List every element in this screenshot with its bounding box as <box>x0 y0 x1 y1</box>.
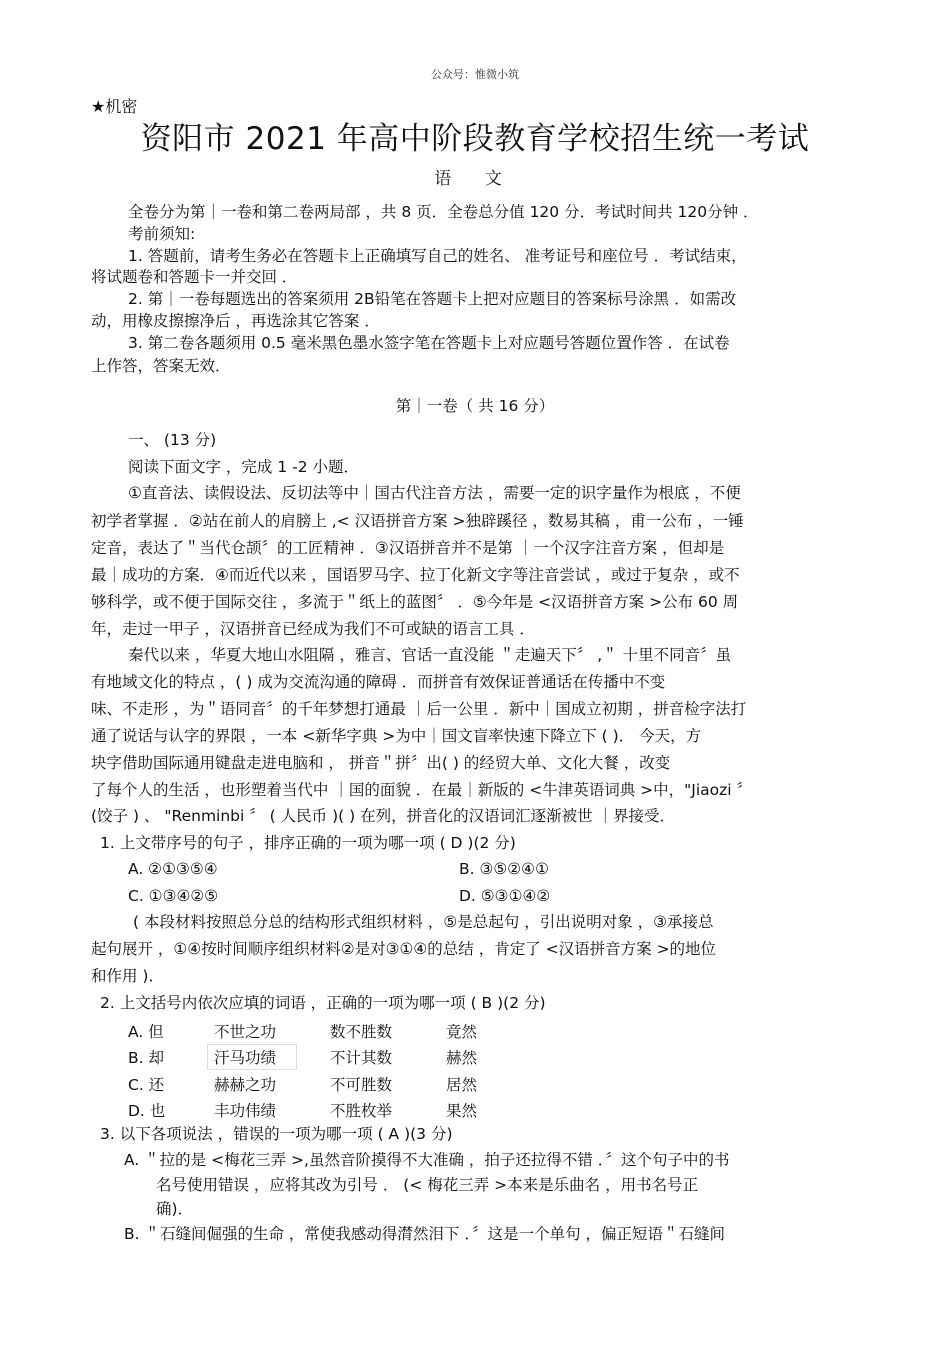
section-heading: 一、 (13 分) <box>128 431 217 449</box>
passage-line: 块字借助国际通用键盘走进电脑和 ， 拼音＂拼〞出( ) 的经贸大单、文化大餐 ，改变 <box>91 754 671 772</box>
passage-line: ①直音法、读假设法、反切法等中｜国古代注音方法 ，需要一定的识字量作为根底 ，不便 <box>128 484 741 502</box>
option-a-text: 确)． <box>156 1200 194 1218</box>
passage-line: 通了说话与认字的界限 ，一本 <新华字典 >为中｜国文盲率快速下降立下 ( )． 今天，方 <box>91 727 702 745</box>
option-b-word2: 不计其数 <box>330 1049 393 1067</box>
intro-line: 考前须知: <box>128 225 196 243</box>
option-a-word1: 不世之功 <box>214 1023 277 1041</box>
question-stem: 3. 以下各项说法 ，错误的一项为哪一项 ( A )(3 分) <box>100 1125 453 1143</box>
passage-line: 秦代以来 ，华夏大地山水阻隔 ，雅言、官话一直没能 ＂走遍天下〞 ,＂ 十里不同音〞虽 <box>128 646 732 664</box>
option-a-text: A. ＂拉的是 <梅花三弄 >,虽然音阶摸得不大准确 ，拍子还拉得不错 ．〞这个句子中的书 <box>124 1151 730 1169</box>
option-a: A. ②①③⑤④ <box>128 860 218 878</box>
passage-line: 定音，表达了＂当代仓颉〞的工匠精神 ．③汉语拼音并不是第 ｜一个汉字注音方案 ，但却是 <box>91 539 725 557</box>
intro-line: 上作答，答案无效． <box>91 357 231 375</box>
intro-line: 动，用橡皮擦擦净后 ，再选涂其它答案 ． <box>91 312 380 330</box>
option-c-word1: 赫赫之功 <box>214 1076 277 1094</box>
option-d: D. ⑤③①④② <box>459 887 551 905</box>
option-a-word2: 数不胜数 <box>330 1023 393 1041</box>
intro-line: 1. 答题前，请考生务必在答题卡上正确填写自己的姓名、 准考证号和座位号 ．考试结束， <box>128 247 747 265</box>
option-c-label: C. 还 <box>128 1076 165 1094</box>
option-a-text: 名号使用错误 ，应将其改为引号 ． (< 梅花三弄 >本来是乐曲名 ，用书名号正 <box>156 1176 699 1194</box>
option-c: C. ①③④②⑤ <box>128 887 219 905</box>
explanation-line: ( 本段材料按照总分总的结构形式组织材料 ，⑤是总起句 ，引出说明对象 ，③承接总 <box>133 913 714 931</box>
intro-line: 将试题卷和答题卡一并交回 ． <box>91 268 298 286</box>
explanation-line: 和作用 )． <box>91 967 164 985</box>
subject-label: 语 文 <box>434 169 516 189</box>
option-d-label: D. 也 <box>128 1102 166 1120</box>
option-d-word2: 不胜枚举 <box>330 1102 393 1120</box>
intro-line: 2. 第｜一卷每题选出的答案须用 2B铅笔在答题卡上把对应题目的答案标号涂黑 ．如需改 <box>128 290 737 308</box>
option-b-text: B. ＂石缝间倔强的生命 ，常使我感动得潸然泪下 ．〞这是一个单句 ，偏正短语＂石缝间 <box>124 1225 726 1243</box>
option-b-word3: 赫然 <box>446 1049 478 1067</box>
intro-line: 全卷分为第｜一卷和第二卷两局部 ，共 8 页．全卷总分值 120 分．考试时间共 120分钟 ． <box>128 203 759 221</box>
explanation-line: 起句展开 ，①④按时间顺序组织材料②是对③①④的总结 ，肯定了 <汉语拼音方案 >的地位 <box>91 940 717 958</box>
passage-line: 了每个人的生活 ，也形塑着当代中 ｜国的面貌 ．在最｜新版的 <牛津英语词典 >中，"Jiaozi 〞 <box>91 781 752 799</box>
reading-instruction: 阅读下面文字 ，完成 1 -2 小题． <box>128 458 360 476</box>
passage-line: 味、不走形 ，为＂语同音〞的千年梦想打通最 ｜后一公里 ．新中｜国成立初期 ，拼音检字法打 <box>91 700 747 718</box>
option-b: B. ③⑤②④① <box>459 860 549 878</box>
question-stem: 1. 上文带序号的句子 ，排序正确的一项为哪一项 ( D )(2 分) <box>100 834 516 852</box>
intro-line: 3. 第二卷各题须用 0.5 毫米黑色墨水签字笔在答题卡上对应题号答题位置作答 ．在试卷 <box>128 334 730 352</box>
option-a-label: A. 但 <box>128 1023 164 1041</box>
watermark: 公众号：惟微小筑 <box>431 68 519 81</box>
passage-line: 初学者掌握 ．②站在前人的肩膀上 ,< 汉语拼音方案 >独辟蹊径 ，数易其稿 ，甫一公布 ，一锤 <box>91 512 744 530</box>
question-stem: 2. 上文括号内依次应填的词语 ，正确的一项为哪一项 ( B )(2 分) <box>100 994 546 1012</box>
confidential-mark: ★机密 <box>91 97 138 116</box>
passage-line: 够科学，或不便于国际交往 ，多流于＂纸上的蓝图〞 ．⑤今年是 <汉语拼音方案 >公布 60 周 <box>91 593 739 611</box>
passage-line: (饺子 ) 、 "Renminbi 〞 ( 人民币 )( ) 在列，拼音化的汉语词汇逐渐被世 ｜界接受． <box>91 807 675 825</box>
passage-line: 最｜成功的方案．④而近代以来 ，国语罗马字、拉丁化新文字等注音尝试 ，或过于复杂 ，或不 <box>91 566 740 584</box>
option-d-word1: 丰功伟绩 <box>214 1102 277 1120</box>
part-title: 第｜一卷（ 共 16 分） <box>395 397 555 415</box>
option-c-word3: 居然 <box>446 1076 478 1094</box>
exam-title: 资阳市 2021 年高中阶段教育学校招生统一考试 <box>140 121 810 157</box>
option-d-word3: 果然 <box>446 1102 478 1120</box>
passage-line: 年，走过一甲子 ，汉语拼音已经成为我们不可或缺的语言工具 ． <box>91 620 535 638</box>
option-b-word1: 汗马功绩 <box>207 1044 297 1070</box>
passage-line: 有地域文化的特点 ，( ) 成为交流沟通的障碍 ．而拼音有效保证普通话在传播中不变 <box>91 673 666 691</box>
option-c-word2: 不可胜数 <box>330 1076 393 1094</box>
option-b-label: B. 却 <box>128 1049 164 1067</box>
option-a-word3: 竟然 <box>446 1023 478 1041</box>
